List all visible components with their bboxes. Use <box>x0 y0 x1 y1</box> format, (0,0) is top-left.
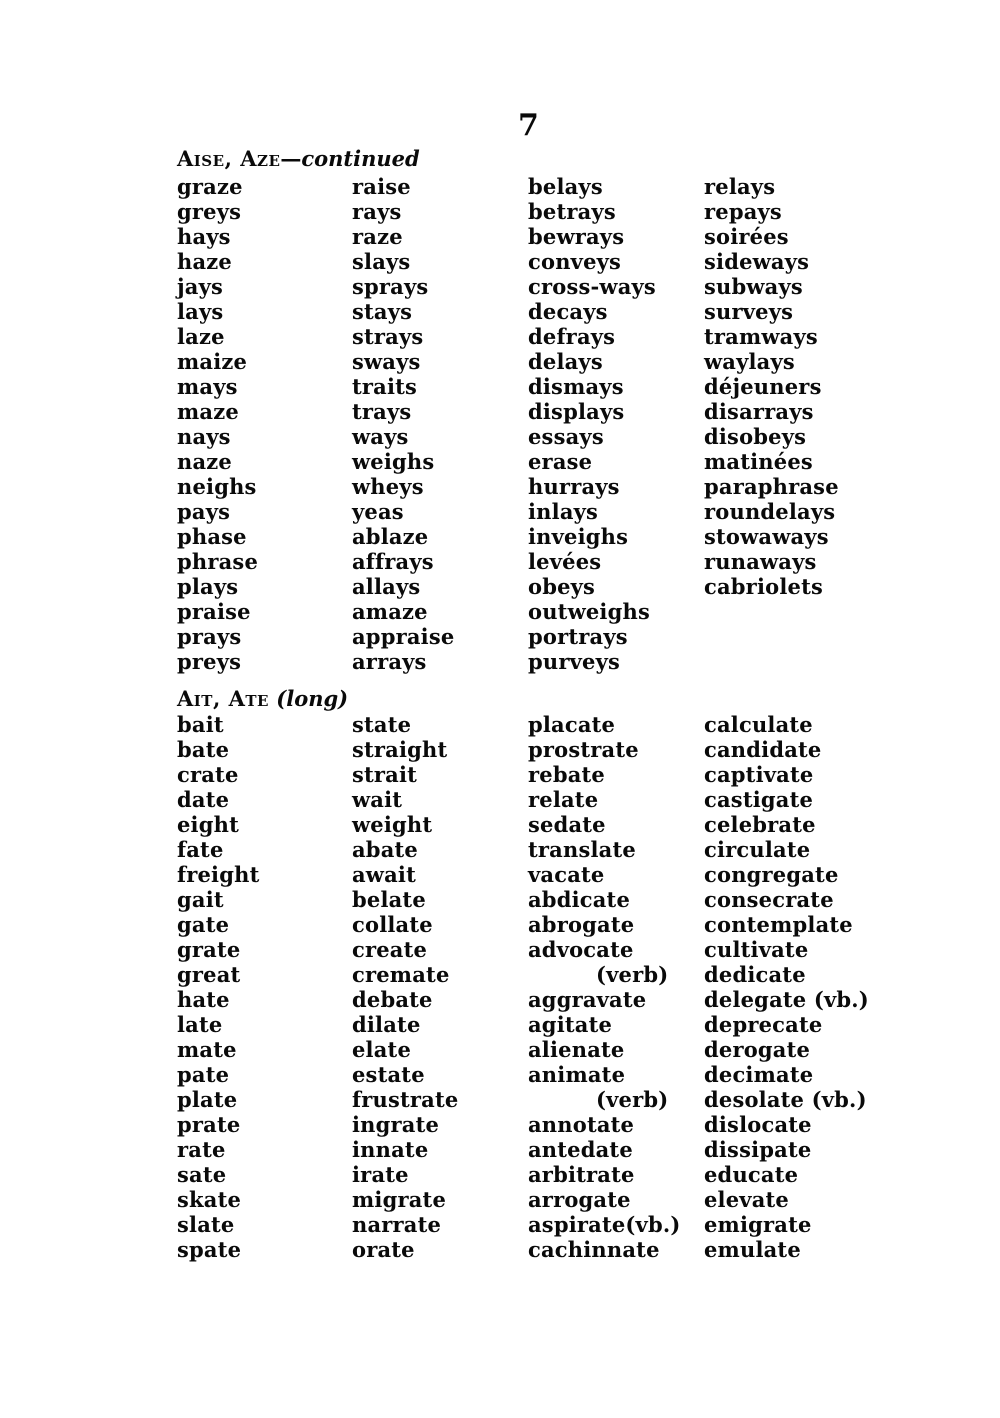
word-column-4 <box>704 712 884 1262</box>
word-entry: estate <box>352 1062 425 1087</box>
word-entry: paraphrase <box>704 474 839 499</box>
word-entry: bait <box>177 712 224 737</box>
word-entry: placate <box>528 712 616 737</box>
word-column-1 <box>177 174 357 674</box>
word-entry: wheys <box>352 474 424 499</box>
word-entry: gait <box>177 887 224 912</box>
word-entry: obeys <box>528 574 596 599</box>
word-entry: dilate <box>352 1012 421 1037</box>
word-entry: contemplate <box>704 912 853 937</box>
word-entry: nays <box>177 424 231 449</box>
word-entry: state <box>352 712 412 737</box>
word-entry: raise <box>352 174 411 199</box>
word-entry: déjeuners <box>704 374 822 399</box>
word-entry: betrays <box>528 199 616 224</box>
word-entry: fate <box>177 837 224 862</box>
word-entry: emigrate <box>704 1212 812 1237</box>
word-column-4 <box>704 174 884 599</box>
word-column-3 <box>528 174 708 674</box>
word-entry: defrays <box>528 324 616 349</box>
word-column-1 <box>177 712 357 1262</box>
word-entry: crate <box>177 762 239 787</box>
word-entry: narrate <box>352 1212 442 1237</box>
word-entry: aggravate <box>528 987 647 1012</box>
word-entry: hurrays <box>528 474 620 499</box>
word-entry: bewrays <box>528 224 625 249</box>
word-entry: ablaze <box>352 524 429 549</box>
word-entry: mate <box>177 1037 237 1062</box>
word-entry: advocate <box>528 937 634 962</box>
word-entry: wait <box>352 787 403 812</box>
word-entry: animate <box>528 1062 626 1087</box>
word-entry: haze <box>177 249 232 274</box>
word-entry: abrogate <box>528 912 635 937</box>
word-entry: cultivate <box>704 937 809 962</box>
word-entry: dedicate <box>704 962 806 987</box>
word-entry: disobeys <box>704 424 807 449</box>
section-header-subtitle: (long) <box>276 686 349 711</box>
word-entry: repays <box>704 199 782 224</box>
word-entry: spate <box>177 1237 242 1262</box>
word-entry: maze <box>177 399 239 424</box>
word-entry: agitate <box>528 1012 613 1037</box>
word-entry: antedate <box>528 1137 633 1162</box>
word-entry: translate <box>528 837 636 862</box>
word-entry: purveys <box>528 649 621 674</box>
word-entry: strays <box>352 324 424 349</box>
word-entry: prostrate <box>528 737 639 762</box>
word-entry: circulate <box>704 837 811 862</box>
word-entry: consecrate <box>704 887 834 912</box>
word-entry: tramways <box>704 324 818 349</box>
word-entry: rebate <box>528 762 605 787</box>
word-entry: roundelays <box>704 499 836 524</box>
word-entry: hays <box>177 224 231 249</box>
word-entry: erase <box>528 449 593 474</box>
word-entry: graze <box>177 174 243 199</box>
word-entry: castigate <box>704 787 814 812</box>
word-entry: cabriolets <box>704 574 823 599</box>
word-entry: await <box>352 862 416 887</box>
word-entry: raze <box>352 224 403 249</box>
word-entry: decimate <box>704 1062 814 1087</box>
word-entry: candidate <box>704 737 822 762</box>
word-entry: appraise <box>352 624 455 649</box>
word-entry: belate <box>352 887 426 912</box>
word-entry: inveighs <box>528 524 629 549</box>
word-entry: desolate (vb.) <box>704 1087 867 1112</box>
word-entry: hate <box>177 987 230 1012</box>
section-header-title: Aise, Aze <box>177 146 281 171</box>
word-entry: weighs <box>352 449 435 474</box>
word-entry: gate <box>177 912 230 937</box>
word-entry: traits <box>352 374 418 399</box>
word-entry: elate <box>352 1037 412 1062</box>
word-entry: yeas <box>352 499 404 524</box>
word-entry: surveys <box>704 299 794 324</box>
word-entry: celebrate <box>704 812 816 837</box>
word-entry: amaze <box>352 599 428 624</box>
word-entry: plays <box>177 574 239 599</box>
word-entry: portrays <box>528 624 628 649</box>
word-entry: slays <box>352 249 411 274</box>
word-entry: disarrays <box>704 399 814 424</box>
word-entry: sedate <box>528 812 606 837</box>
word-entry: pays <box>177 499 231 524</box>
word-entry: phase <box>177 524 247 549</box>
word-entry: arbitrate <box>528 1162 635 1187</box>
word-entry: ways <box>352 424 409 449</box>
word-entry: sideways <box>704 249 810 274</box>
word-entry: emulate <box>704 1237 801 1262</box>
word-entry: grate <box>177 937 241 962</box>
word-entry: debate <box>352 987 433 1012</box>
word-entry: outweighs <box>528 599 650 624</box>
word-entry: migrate <box>352 1187 447 1212</box>
word-entry: delegate (vb.) <box>704 987 869 1012</box>
section-header-aise-aze <box>177 146 420 171</box>
word-entry: phrase <box>177 549 259 574</box>
word-entry: innate <box>352 1137 429 1162</box>
word-entry: elevate <box>704 1187 789 1212</box>
word-column-2 <box>352 712 532 1262</box>
word-entry: relays <box>704 174 776 199</box>
word-entry: prate <box>177 1112 241 1137</box>
word-entry: levées <box>528 549 602 574</box>
word-entry: slate <box>177 1212 235 1237</box>
word-entry: frustrate <box>352 1087 459 1112</box>
word-entry: trays <box>352 399 412 424</box>
word-column-2 <box>352 174 532 674</box>
word-entry: orate <box>352 1237 415 1262</box>
word-entry: stays <box>352 299 413 324</box>
word-entry: irate <box>352 1162 409 1187</box>
word-entry: ingrate <box>352 1112 440 1137</box>
word-entry: waylays <box>704 349 795 374</box>
word-entry: arrogate <box>528 1187 631 1212</box>
word-entry: skate <box>177 1187 242 1212</box>
word-entry: freight <box>177 862 260 887</box>
word-entry: delays <box>528 349 603 374</box>
word-entry: decays <box>528 299 608 324</box>
word-entry: belays <box>528 174 603 199</box>
word-entry: abate <box>352 837 418 862</box>
word-entry: dislocate <box>704 1112 812 1137</box>
word-entry: annotate <box>528 1112 635 1137</box>
word-entry: weight <box>352 812 433 837</box>
word-entry: praise <box>177 599 251 624</box>
word-entry: soirées <box>704 224 789 249</box>
word-entry: matinées <box>704 449 813 474</box>
word-entry: congregate <box>704 862 839 887</box>
word-entry: aspirate(vb.) <box>528 1212 681 1237</box>
word-entry: cross-ways <box>528 274 656 299</box>
word-entry: derogate <box>704 1037 811 1062</box>
word-entry: arrays <box>352 649 427 674</box>
word-entry: essays <box>528 424 604 449</box>
word-entry: jays <box>177 274 224 299</box>
word-entry: cremate <box>352 962 450 987</box>
word-entry: relate <box>528 787 599 812</box>
word-entry: date <box>177 787 230 812</box>
word-entry: rays <box>352 199 402 224</box>
word-entry: collate <box>352 912 433 937</box>
word-entry: maize <box>177 349 248 374</box>
word-entry: laze <box>177 324 225 349</box>
word-entry: conveys <box>528 249 622 274</box>
word-entry: dissipate <box>704 1137 812 1162</box>
word-entry: bate <box>177 737 230 762</box>
word-entry: cachinnate <box>528 1237 660 1262</box>
word-entry: greys <box>177 199 242 224</box>
word-entry: preys <box>177 649 242 674</box>
word-entry: allays <box>352 574 421 599</box>
word-entry: vacate <box>528 862 605 887</box>
word-entry: lays <box>177 299 224 324</box>
word-entry: subways <box>704 274 803 299</box>
word-entry: deprecate <box>704 1012 823 1037</box>
word-entry: inlays <box>528 499 599 524</box>
word-entry: great <box>177 962 241 987</box>
section-header-dash: — <box>280 146 302 171</box>
word-entry: captivate <box>704 762 814 787</box>
section-header-ait-ate <box>177 686 348 711</box>
word-entry: eight <box>177 812 239 837</box>
word-entry: alienate <box>528 1037 625 1062</box>
word-entry: affrays <box>352 549 434 574</box>
word-entry: stowaways <box>704 524 829 549</box>
word-entry: sprays <box>352 274 429 299</box>
word-entry: pate <box>177 1062 230 1087</box>
word-entry: calculate <box>704 712 813 737</box>
word-entry: late <box>177 1012 223 1037</box>
section-header-subtitle: continued <box>301 146 420 171</box>
word-entry: (verb) <box>596 962 669 987</box>
word-entry: runaways <box>704 549 817 574</box>
word-entry: sate <box>177 1162 227 1187</box>
word-entry: strait <box>352 762 418 787</box>
word-entry: sways <box>352 349 421 374</box>
word-entry: mays <box>177 374 238 399</box>
word-entry: plate <box>177 1087 238 1112</box>
word-entry: create <box>352 937 428 962</box>
word-entry: rate <box>177 1137 226 1162</box>
word-entry: dismays <box>528 374 624 399</box>
page-number: 7 <box>518 108 539 143</box>
word-entry: straight <box>352 737 448 762</box>
word-entry: prays <box>177 624 242 649</box>
word-entry: displays <box>528 399 625 424</box>
word-entry: (verb) <box>596 1087 669 1112</box>
word-entry: abdicate <box>528 887 631 912</box>
word-column-3 <box>528 712 708 1262</box>
word-entry: neighs <box>177 474 257 499</box>
word-entry: naze <box>177 449 232 474</box>
word-entry: educate <box>704 1162 799 1187</box>
section-header-title: Ait, Ate <box>177 686 269 711</box>
